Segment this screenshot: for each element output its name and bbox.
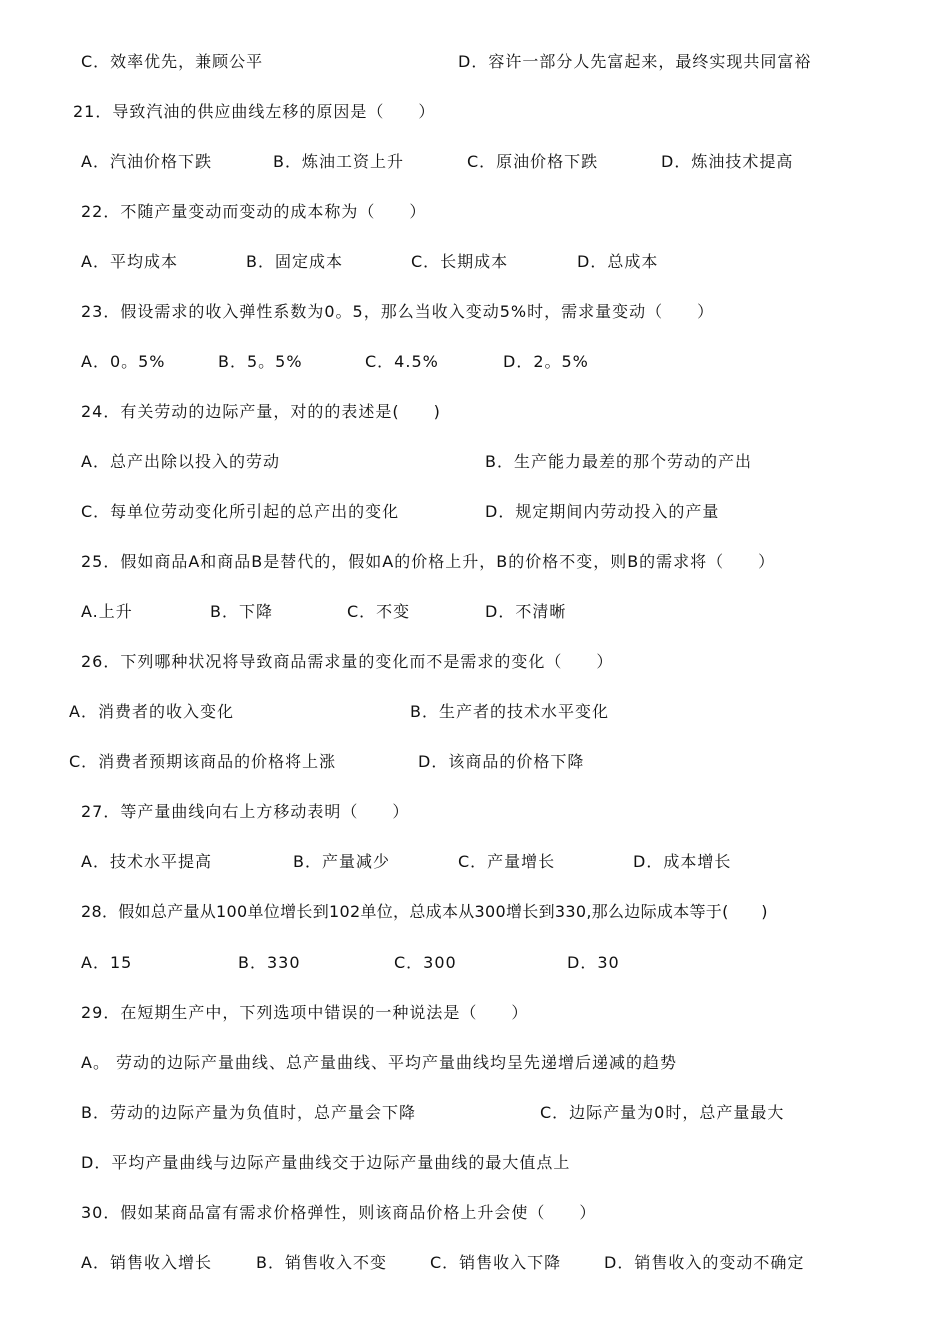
option-a-21: A．汽油价格下跌 [81, 152, 212, 171]
option-a-30: A．销售收入增长 [81, 1253, 212, 1272]
question-29: 29．在短期生产中，下列选项中错误的一种说法是（ ） [81, 1003, 529, 1022]
question-24: 24．有关劳动的边际产量，对的的表述是( ) [81, 402, 441, 421]
option-c-21: C．原油价格下跌 [467, 152, 599, 171]
question-21: 21．导致汽油的供应曲线左移的原因是（ ） [73, 102, 436, 121]
question-30: 30．假如某商品富有需求价格弹性，则该商品价格上升会使（ ） [81, 1203, 597, 1222]
option-d-22: D．总成本 [577, 252, 659, 271]
option-c-26: C．消费者预期该商品的价格将上涨 [69, 752, 337, 771]
option-a-29: A。 劳动的边际产量曲线、总产量曲线、平均产量曲线均呈先递增后递减的趋势 [81, 1053, 678, 1072]
option-a-25: A.上升 [81, 602, 133, 621]
question-27: 27．等产量曲线向右上方移动表明（ ） [81, 802, 410, 821]
option-b-21: B．炼油工资上升 [273, 152, 404, 171]
option-d-24: D．规定期间内劳动投入的产量 [485, 502, 720, 521]
option-d-29: D．平均产量曲线与边际产量曲线交于边际产量曲线的最大值点上 [81, 1153, 571, 1172]
option-d-28: D．30 [567, 953, 620, 972]
option-a-28: A．15 [81, 953, 133, 972]
option-b-27: B．产量减少 [293, 852, 390, 871]
option-b-29: B．劳动的边际产量为负值时，总产量会下降 [81, 1103, 416, 1122]
option-a-22: A．平均成本 [81, 252, 178, 271]
option-b-25: B．下降 [210, 602, 273, 621]
option-d-26: D．该商品的价格下降 [418, 752, 585, 771]
option-c-24: C．每单位劳动变化所引起的总产出的变化 [81, 502, 400, 521]
question-28: 28．假如总产量从100单位增长到102单位，总成本从300增长到330,那么边际成本等于( ) [81, 902, 768, 921]
option-b-23: B．5。5% [218, 352, 303, 371]
option-d-30: D．销售收入的变动不确定 [604, 1253, 805, 1272]
question-26: 26．下列哪种状况将导致商品需求量的变化而不是需求的变化（ ） [81, 652, 614, 671]
option-c-22: C．长期成本 [411, 252, 509, 271]
option-b-28: B．330 [238, 953, 301, 972]
option-d-23: D．2。5% [503, 352, 589, 371]
option-a-23: A．0。5% [81, 352, 166, 371]
option-c-28: C．300 [394, 953, 457, 972]
option-a-24: A．总产出除以投入的劳动 [81, 452, 280, 471]
option-b-24: B．生产能力最差的那个劳动的产出 [485, 452, 752, 471]
question-23: 23．假设需求的收入弹性系数为0。5，那么当收入变动5%时，需求量变动（ ） [81, 302, 715, 321]
option-c-29: C．边际产量为0时，总产量最大 [540, 1103, 785, 1122]
option-c-23: C．4.5% [365, 352, 439, 371]
option-c-30: C．销售收入下降 [430, 1253, 562, 1272]
option-d-20: D．容许一部分人先富起来，最终实现共同富裕 [458, 52, 812, 71]
option-d-21: D．炼油技术提高 [661, 152, 794, 171]
option-c-25: C．不变 [347, 602, 411, 621]
option-c-27: C．产量增长 [458, 852, 556, 871]
option-d-27: D．成本增长 [633, 852, 732, 871]
question-22: 22．不随产量变动而变动的成本称为（ ） [81, 202, 427, 221]
option-a-27: A．技术水平提高 [81, 852, 212, 871]
question-25: 25．假如商品A和商品B是替代的，假如A的价格上升，B的价格不变，则B的需求将（ ） [81, 552, 776, 571]
option-b-22: B．固定成本 [246, 252, 343, 271]
option-b-26: B．生产者的技术水平变化 [410, 702, 609, 721]
option-c-20: C．效率优先，兼顾公平 [81, 52, 264, 71]
option-a-26: A．消费者的收入变化 [69, 702, 234, 721]
option-d-25: D．不清晰 [485, 602, 567, 621]
option-b-30: B．销售收入不变 [256, 1253, 387, 1272]
